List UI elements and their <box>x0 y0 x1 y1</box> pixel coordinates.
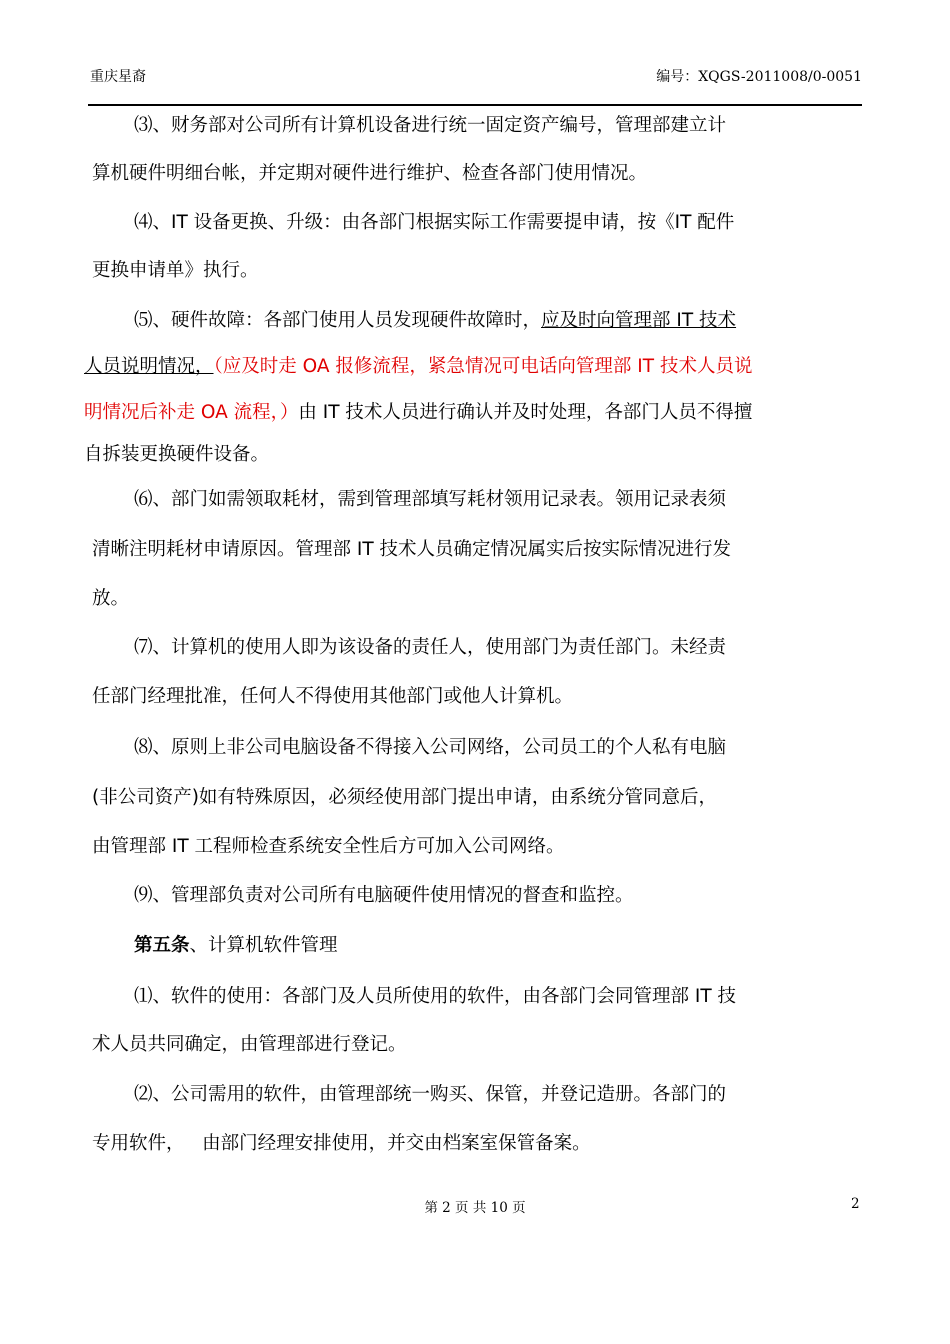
p5-line-4: 自拆装更换硬件设备。 <box>84 444 270 465</box>
p4-line-2: 更换申请单》执行。 <box>92 260 259 281</box>
p6-line-3: 放。 <box>92 588 130 609</box>
header-company: 重庆星裔 <box>90 69 146 85</box>
p5-line-1-text: ⑸、硬件故障：各部门使用人员发现硬件故障时， <box>134 310 542 331</box>
p6-line-1: ⑹、部门如需领取耗材，需到管理部填写耗材领用记录表。领用记录表须 <box>134 489 727 510</box>
q1-line-1: ⑴、软件的使用：各部门及人员所使用的软件，由各部门会同管理部 IT 技 <box>134 986 737 1007</box>
p3-line-2: 算机硬件明细台帐，并定期对硬件进行维护、检查各部门使用情况。 <box>92 163 648 184</box>
p8-line-2: (非公司资产)如有特殊原因，必须经使用部门提出申请，由系统分管同意后， <box>92 787 717 808</box>
p7-line-1: ⑺、计算机的使用人即为该设备的责任人，使用部门为责任部门。未经责 <box>134 637 727 658</box>
p5-line-3-text: 由 IT 技术人员进行确认并及时处理，各部门人员不得擅 <box>298 402 753 423</box>
p5-line-2 <box>84 355 752 379</box>
p5-line-1 <box>134 309 736 333</box>
p7-line-2: 任部门经理批准，任何人不得使用其他部门或他人计算机。 <box>92 686 574 707</box>
p6-line-2: 清晰注明耗材申请原因。管理部 IT 技术人员确定情况属实后按实际情况进行发 <box>92 539 732 560</box>
p5-line-3 <box>84 401 752 425</box>
p4-line-1: ⑷、IT 设备更换、升级：由各部门根据实际工作需要提申请，按《IT 配件 <box>134 212 735 233</box>
section-5-label: 第五条 <box>134 935 190 956</box>
q2-line-2: 专用软件， 由部门经理安排使用，并交由档案室保管备案。 <box>92 1133 591 1154</box>
header-divider <box>88 104 862 106</box>
section-5-title: 、计算机软件管理 <box>189 935 338 956</box>
p5-line-3-red: 明情况后补走 OA 流程，） <box>84 402 299 423</box>
p5-line-2-underlined: 人员说明情况， <box>84 356 214 377</box>
p8-line-1: ⑻、原则上非公司电脑设备不得接入公司网络，公司员工的个人私有电脑 <box>134 737 727 758</box>
q1-line-2: 术人员共同确定，由管理部进行登记。 <box>92 1034 407 1055</box>
p5-line-2-red: （应及时走 OA 报修流程，紧急情况可电话向管理部 IT 技术人员说 <box>213 356 753 377</box>
header-doc-number: 编号：XQGS-2011008/0-0051 <box>656 69 862 85</box>
q2-line-1: ⑵、公司需用的软件，由管理部统一购买、保管，并登记造册。各部门的 <box>134 1084 727 1105</box>
p5-line-1-underlined: 应及时向管理部 IT 技术 <box>541 310 737 331</box>
p3-line-1: ⑶、财务部对公司所有计算机设备进行统一固定资产编号，管理部建立计 <box>134 115 727 136</box>
footer-page-info: 第 2 页 共 10 页 <box>424 1200 526 1216</box>
p8-line-3: 由管理部 IT 工程师检查系统安全性后方可加入公司网络。 <box>92 836 565 857</box>
p9-line-1: ⑼、管理部负责对公司所有电脑硬件使用情况的督查和监控。 <box>134 885 634 906</box>
footer-page-number: 2 <box>851 1196 860 1212</box>
section-5-heading <box>134 934 338 958</box>
